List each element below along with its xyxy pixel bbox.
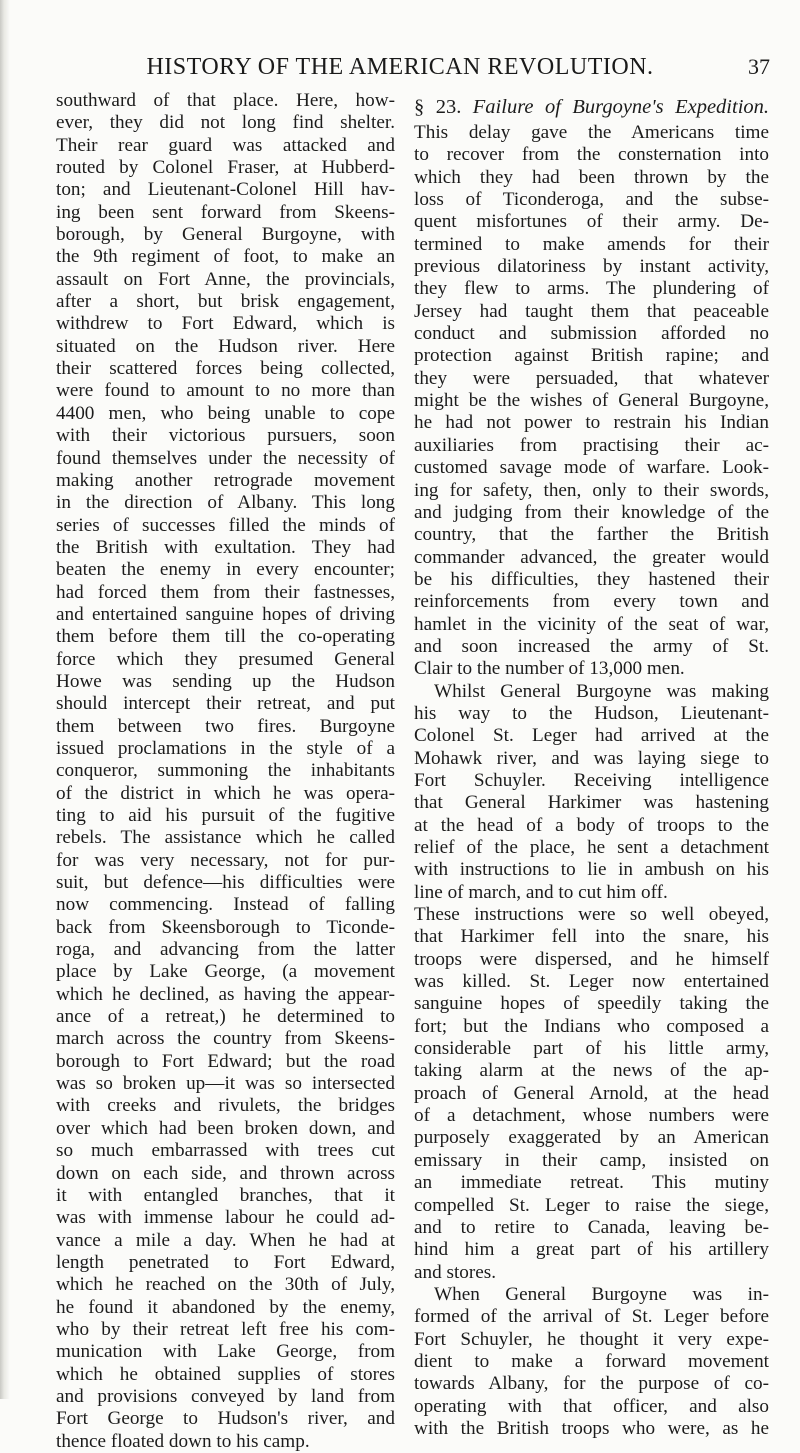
text-line: with their victorious pursuers, soon <box>56 425 395 447</box>
text-line: relief of the place, he sent a detachment <box>414 837 769 858</box>
text-line: them between two fires. Burgoyne <box>56 715 395 737</box>
text-line: situated on the Hudson river. Here <box>56 335 395 357</box>
section-heading <box>414 94 769 120</box>
text-line: the 9th regiment of foot, to make an <box>56 246 395 268</box>
page-number: 37 <box>748 54 770 79</box>
text-line: and provisions conveyed by land from <box>56 1385 395 1407</box>
text-line: it with entangled branches, that it <box>56 1184 395 1206</box>
text-line: sanguine hopes of speedily taking the <box>414 993 769 1015</box>
paragraph-3 <box>414 1284 769 1440</box>
text-line: ing been sent forward from Skeens- <box>56 201 395 223</box>
text-line: who by their retreat left free his com- <box>56 1318 395 1340</box>
text-line: vance a mile a day. When he had at <box>56 1229 395 1251</box>
text-line: Fort George to Hudson's river, and <box>56 1408 395 1430</box>
text-line: borough, by General Burgoyne, with <box>56 224 395 246</box>
text-line: with creeks and rivulets, the bridges <box>56 1095 395 1117</box>
text-line: compelled St. Leger to raise the siege, <box>414 1194 769 1216</box>
right-column <box>414 90 769 1440</box>
text-line: conduct and submission afforded no <box>414 323 769 345</box>
text-line: Clair to the number of 13,000 men. <box>414 658 685 680</box>
text-line: which he declined, as having the appear- <box>56 983 395 1005</box>
text-line: issued proclamations in the style of a <box>56 737 395 759</box>
text-line: for was very necessary, not for pur- <box>56 849 395 871</box>
text-line: that Harkimer fell into the snare, his <box>414 926 769 948</box>
text-line: at the head of a body of troops to the <box>414 814 769 836</box>
text-line: protection against British rapine; and <box>414 345 769 367</box>
text-line: them before them till the co-operating <box>56 626 395 648</box>
text-line: found themselves under the necessity of <box>56 447 395 469</box>
text-line: making another retrograde movement <box>56 469 395 491</box>
text-line: back from Skeensborough to Ticonde- <box>56 916 395 938</box>
text-line: ton; and Lieutenant-Colonel Hill hav- <box>56 179 395 201</box>
text-line: Fort Schuyler. Receiving intelligence <box>414 769 769 791</box>
text-line: was killed. St. Leger now entertained <box>414 971 769 993</box>
text-line: loss of Ticonderoga, and the subse- <box>414 189 769 211</box>
text-line: be his difficulties, they hastened their <box>414 568 769 590</box>
text-line: 4400 men, who being unable to cope <box>56 402 395 424</box>
text-line: This delay gave the Americans time <box>414 122 769 143</box>
text-line: Howe was sending up the Hudson <box>56 670 395 692</box>
text-line: ting to aid his pursuit of the fugitive <box>56 805 395 826</box>
text-line: ever, they did not long find shelter. <box>56 112 395 134</box>
text-line: customed savage mode of warfare. Look- <box>414 457 769 479</box>
text-line: with the British troops who were, as he <box>414 1417 769 1439</box>
text-line: auxiliaries from practising their ac- <box>414 434 769 456</box>
text-line: with instructions to lie in ambush on his <box>414 859 769 881</box>
text-line: beaten the enemy in every encounter; <box>56 559 395 581</box>
text-line: after a short, but brisk engagement, <box>56 291 395 313</box>
text-line: country, that the farther the British <box>414 524 769 546</box>
text-line: taking alarm at the news of the ap- <box>414 1060 769 1082</box>
text-line: purposely exaggerated by an American <box>414 1127 769 1149</box>
text-line: now commencing. Instead of falling <box>56 894 395 916</box>
text-line: Mohawk river, and was laying siege to <box>414 747 769 769</box>
page-edge-shadow <box>0 0 10 1399</box>
paragraph-2 <box>414 681 769 1284</box>
text-line: was so broken up—it was so intersected <box>56 1073 395 1095</box>
text-line: troops were dispersed, and he himself <box>414 948 769 970</box>
text-line: routed by Colonel Fraser, at Hubberd- <box>56 157 395 179</box>
text-line: Fort Schuyler, he thought it very expe- <box>414 1328 769 1350</box>
text-line: so much embarrassed with trees cut <box>56 1140 395 1162</box>
text-line: he found it abandoned by the enemy, <box>56 1296 395 1318</box>
text-line: towards Albany, for the purpose of co- <box>414 1373 769 1395</box>
section-title: Failure of Burgoyne's Expedition. <box>472 96 770 118</box>
text-line: that General Harkimer was hastening <box>414 792 769 814</box>
text-line: Jersey had taught them that peaceable <box>414 300 769 322</box>
text-line: and soon increased the army of St. <box>414 635 769 657</box>
text-line: and stores. <box>414 1261 497 1283</box>
text-line: withdrew to Fort Edward, which is <box>56 313 395 335</box>
text-line: they flew to arms. The plundering of <box>414 278 769 300</box>
text-line: southward of that place. Here, how- <box>56 90 395 111</box>
text-line: reinforcements from every town and <box>414 591 769 613</box>
text-line: Whilst General Burgoyne was making <box>434 680 769 702</box>
text-line: ing for safety, then, only to their swords, <box>414 479 769 501</box>
text-line: dient to make a forward movement <box>414 1350 769 1372</box>
text-line: Colonel St. Leger had arrived at the <box>414 725 769 747</box>
running-head <box>0 52 800 82</box>
text-line: hamlet in the vicinity of the seat of war, <box>414 613 769 635</box>
text-line: munication with Lake George, from <box>56 1341 395 1363</box>
text-line: When General Burgoyne was in- <box>434 1283 769 1305</box>
text-line: was with immense labour he could ad- <box>56 1207 395 1229</box>
text-line: borough to Fort Edward; but the road <box>56 1050 395 1072</box>
text-line: which he obtained supplies of stores <box>56 1363 395 1385</box>
text-line: proach of General Arnold, at the head <box>414 1082 769 1104</box>
text-line: termined to make amends for their <box>414 233 769 255</box>
text-line: their scattered forces being collected, <box>56 358 395 380</box>
text-line: place by Lake George, (a movement <box>56 961 395 983</box>
text-line: suit, but defence—his difficulties were <box>56 872 395 894</box>
text-line: considerable part of his little army, <box>414 1038 769 1060</box>
text-line: were found to amount to no more than <box>56 380 395 402</box>
text-line: to recover from the consternation into <box>414 144 769 166</box>
text-line: ance of a retreat,) he determined to <box>56 1006 395 1028</box>
text-line: they were persuaded, that whatever <box>414 367 769 389</box>
text-line: series of successes filled the minds of <box>56 514 395 536</box>
text-line: march across the country from Skeens- <box>56 1028 395 1050</box>
text-line: he had not power to restrain his Indian <box>414 412 769 434</box>
text-line: his way to the Hudson, Lieutenant- <box>414 702 769 724</box>
text-line: length penetrated to Fort Edward, <box>56 1251 395 1273</box>
text-line: previous dilatoriness by instant activity, <box>414 256 769 278</box>
text-line: commander advanced, the greater would <box>414 546 769 568</box>
paragraph-1 <box>414 122 769 681</box>
text-line: and judging from their knowledge of the <box>414 501 769 523</box>
text-line: These instructions were so well obeyed, <box>414 904 769 926</box>
text-line: line of march, and to cut him off. <box>414 881 668 903</box>
text-line: had forced them from their fastnesses, <box>56 581 395 603</box>
text-line: formed of the arrival of St. Leger before <box>414 1306 769 1328</box>
text-line: fort; but the Indians who composed a <box>414 1015 769 1037</box>
text-line: in the direction of Albany. This long <box>56 492 395 514</box>
text-line: quent misfortunes of their army. De- <box>414 211 769 233</box>
running-title: HISTORY OF THE AMERICAN REVOLUTION. <box>146 54 654 80</box>
text-line: Their rear guard was attacked and <box>56 134 395 156</box>
text-line: of a detachment, whose numbers were <box>414 1105 769 1127</box>
left-column <box>56 90 395 1453</box>
text-line: which they had been thrown by the <box>414 166 769 188</box>
section-number: § 23. <box>414 96 462 118</box>
text-line: conqueror, summoning the inhabitants <box>56 760 395 782</box>
text-line: the British with exultation. They had <box>56 536 395 558</box>
text-line: and entertained sanguine hopes of driving <box>56 603 395 625</box>
text-line: and to retire to Canada, leaving be- <box>414 1216 769 1238</box>
text-line: hind him a great part of his artillery <box>414 1239 769 1261</box>
text-line: which he reached on the 30th of July, <box>56 1274 395 1296</box>
text-line: force which they presumed General <box>56 648 395 670</box>
text-line: over which had been broken down, and <box>56 1117 395 1139</box>
text-line: rebels. The assistance which he called <box>56 827 395 849</box>
text-line: roga, and advancing from the latter <box>56 939 395 961</box>
text-line: down on each side, and thrown across <box>56 1162 395 1184</box>
text-line: an immediate retreat. This mutiny <box>414 1172 769 1194</box>
text-line: thence floated down to his camp. <box>56 1430 310 1452</box>
text-line: assault on Fort Anne, the provincials, <box>56 268 395 290</box>
text-line: operating with that officer, and also <box>414 1395 769 1417</box>
text-line: emissary in their camp, insisted on <box>414 1149 769 1171</box>
text-line: should intercept their retreat, and put <box>56 693 395 715</box>
text-line: might be the wishes of General Burgoyne, <box>414 390 769 412</box>
text-line: of the district in which he was opera- <box>56 782 395 804</box>
